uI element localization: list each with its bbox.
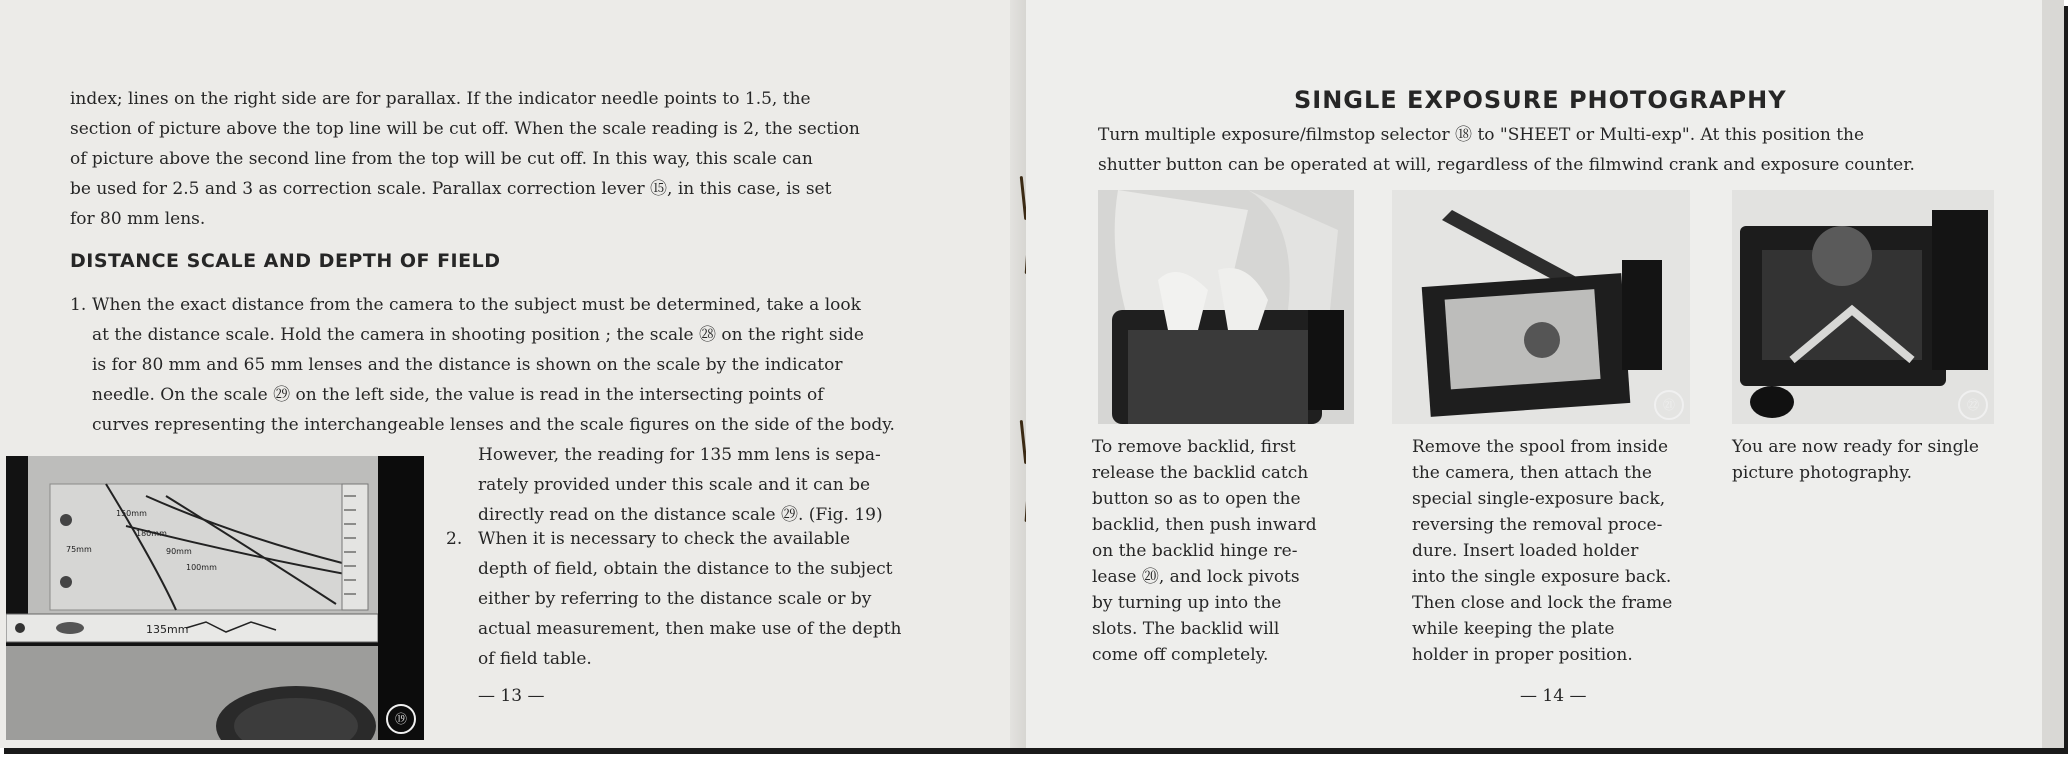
distance-scale-photo bbox=[6, 456, 424, 740]
text-line: depth of field, obtain the distance to the subject bbox=[478, 559, 893, 579]
distance-scale-illustration bbox=[6, 456, 424, 740]
list-number: 1. bbox=[70, 295, 87, 315]
text-line: shutter button can be operated at will, regardless of the filmwind crank and exposure counter. bbox=[1098, 155, 1915, 175]
lens-label-150: 150mm bbox=[116, 509, 147, 518]
caption-line: special single-exposure back, bbox=[1412, 489, 1666, 509]
caption-line: button so as to open the bbox=[1092, 489, 1301, 509]
figure-19-badge: ⑲ bbox=[386, 704, 416, 734]
selector-paragraph bbox=[1098, 120, 2000, 180]
camera-back-illustration bbox=[1392, 190, 1690, 424]
text-line: When the exact distance from the camera to the subject must be determined, take a look bbox=[92, 295, 861, 315]
caption-line: backlid, then push inward bbox=[1092, 515, 1317, 535]
section-heading: DISTANCE SCALE AND DEPTH OF FIELD bbox=[70, 250, 501, 272]
figure-21-badge: ㉑ bbox=[1654, 390, 1684, 420]
caption-line: on the backlid hinge re- bbox=[1092, 541, 1298, 561]
text-line: at the distance scale. Hold the camera in shooting position ; the scale ㉘ on the right side bbox=[92, 325, 864, 345]
caption-line: holder in proper position. bbox=[1412, 645, 1633, 665]
photo-camera-ready bbox=[1732, 190, 1994, 424]
lens-label-180: 180mm bbox=[136, 529, 167, 538]
text-line: index; lines on the right side are for parallax. If the indicator needle points to 1.5, the bbox=[70, 89, 811, 109]
page-14 bbox=[1026, 0, 2064, 748]
parallax-paragraph bbox=[70, 84, 946, 234]
caption-line: picture photography. bbox=[1732, 463, 1913, 483]
text-line: needle. On the scale ㉙ on the left side, the value is read in the intersecting points of bbox=[92, 385, 824, 405]
caption-line: To remove backlid, first bbox=[1092, 437, 1296, 457]
caption-line: You are now ready for single bbox=[1732, 437, 1979, 457]
page-number: — 14 — bbox=[1520, 686, 1587, 706]
text-line: for 80 mm lens. bbox=[70, 209, 206, 229]
text-line: Turn multiple exposure/filmstop selector ⑱ to "SHEET or Multi-exp". At this position the bbox=[1098, 125, 1865, 145]
text-line: section of picture above the top line will be cut off. When the scale reading is 2, the section bbox=[70, 119, 860, 139]
lens-label-90: 90mm bbox=[166, 547, 192, 556]
text-line: of field table. bbox=[478, 649, 592, 669]
figure-22-badge: ㉒ bbox=[1958, 390, 1988, 420]
caption-line: Remove the spool from inside bbox=[1412, 437, 1669, 457]
text-line: is for 80 mm and 65 mm lenses and the distance is shown on the scale by the indicator bbox=[92, 355, 843, 375]
photo-backlid-removal bbox=[1098, 190, 1354, 424]
text-line: rately provided under this scale and it can be bbox=[478, 475, 871, 495]
page-edge bbox=[2042, 0, 2064, 748]
list-item-distance-scale bbox=[92, 290, 946, 440]
text-line: When it is necessary to check the available bbox=[478, 529, 851, 549]
lens-label-100: 100mm bbox=[186, 563, 217, 572]
lens-label-75: 75mm bbox=[66, 545, 92, 554]
caption-line: the camera, then attach the bbox=[1412, 463, 1652, 483]
text-line: actual measurement, then make use of the depth bbox=[478, 619, 902, 639]
caption-line: release the backlid catch bbox=[1092, 463, 1309, 483]
caption-single-exposure bbox=[1412, 434, 1674, 668]
caption-line: by turning up into the bbox=[1092, 593, 1282, 613]
caption-backlid bbox=[1092, 434, 1354, 668]
caption-line: dure. Insert loaded holder bbox=[1412, 541, 1639, 561]
caption-line: slots. The backlid will bbox=[1092, 619, 1280, 639]
list-number: 2. bbox=[446, 529, 463, 549]
photo-single-exposure-back bbox=[1392, 190, 1690, 424]
text-line: curves representing the interchangeable lenses and the scale figures on the side of the body. bbox=[92, 415, 895, 435]
list-item-continuation bbox=[478, 440, 948, 530]
caption-line: Then close and lock the frame bbox=[1412, 593, 1673, 613]
text-line: either by referring to the distance scale or by bbox=[478, 589, 872, 609]
text-line: However, the reading for 135 mm lens is sepa- bbox=[478, 445, 881, 465]
page-13 bbox=[0, 0, 1026, 748]
caption-ready bbox=[1732, 434, 2002, 486]
caption-line: come off completely. bbox=[1092, 645, 1269, 665]
caption-line: while keeping the plate bbox=[1412, 619, 1615, 639]
camera-ready-illustration bbox=[1732, 190, 1994, 424]
list-item-depth-of-field bbox=[478, 524, 948, 674]
text-line: directly read on the distance scale ㉙. (Fig. 19) bbox=[478, 505, 883, 525]
hands-camera-illustration bbox=[1098, 190, 1354, 424]
text-line: be used for 2.5 and 3 as correction scale. Parallax correction lever ⑮, in this case, is set bbox=[70, 179, 832, 199]
page-number: — 13 — bbox=[478, 686, 545, 706]
text-line: of picture above the second line from the top will be cut off. In this way, this scale can bbox=[70, 149, 813, 169]
section-heading: SINGLE EXPOSURE PHOTOGRAPHY bbox=[1294, 86, 1787, 114]
caption-line: reversing the removal proce- bbox=[1412, 515, 1663, 535]
caption-line: lease ⑳, and lock pivots bbox=[1092, 567, 1300, 587]
lens-label-135: 135mm bbox=[146, 623, 189, 636]
caption-line: into the single exposure back. bbox=[1412, 567, 1672, 587]
